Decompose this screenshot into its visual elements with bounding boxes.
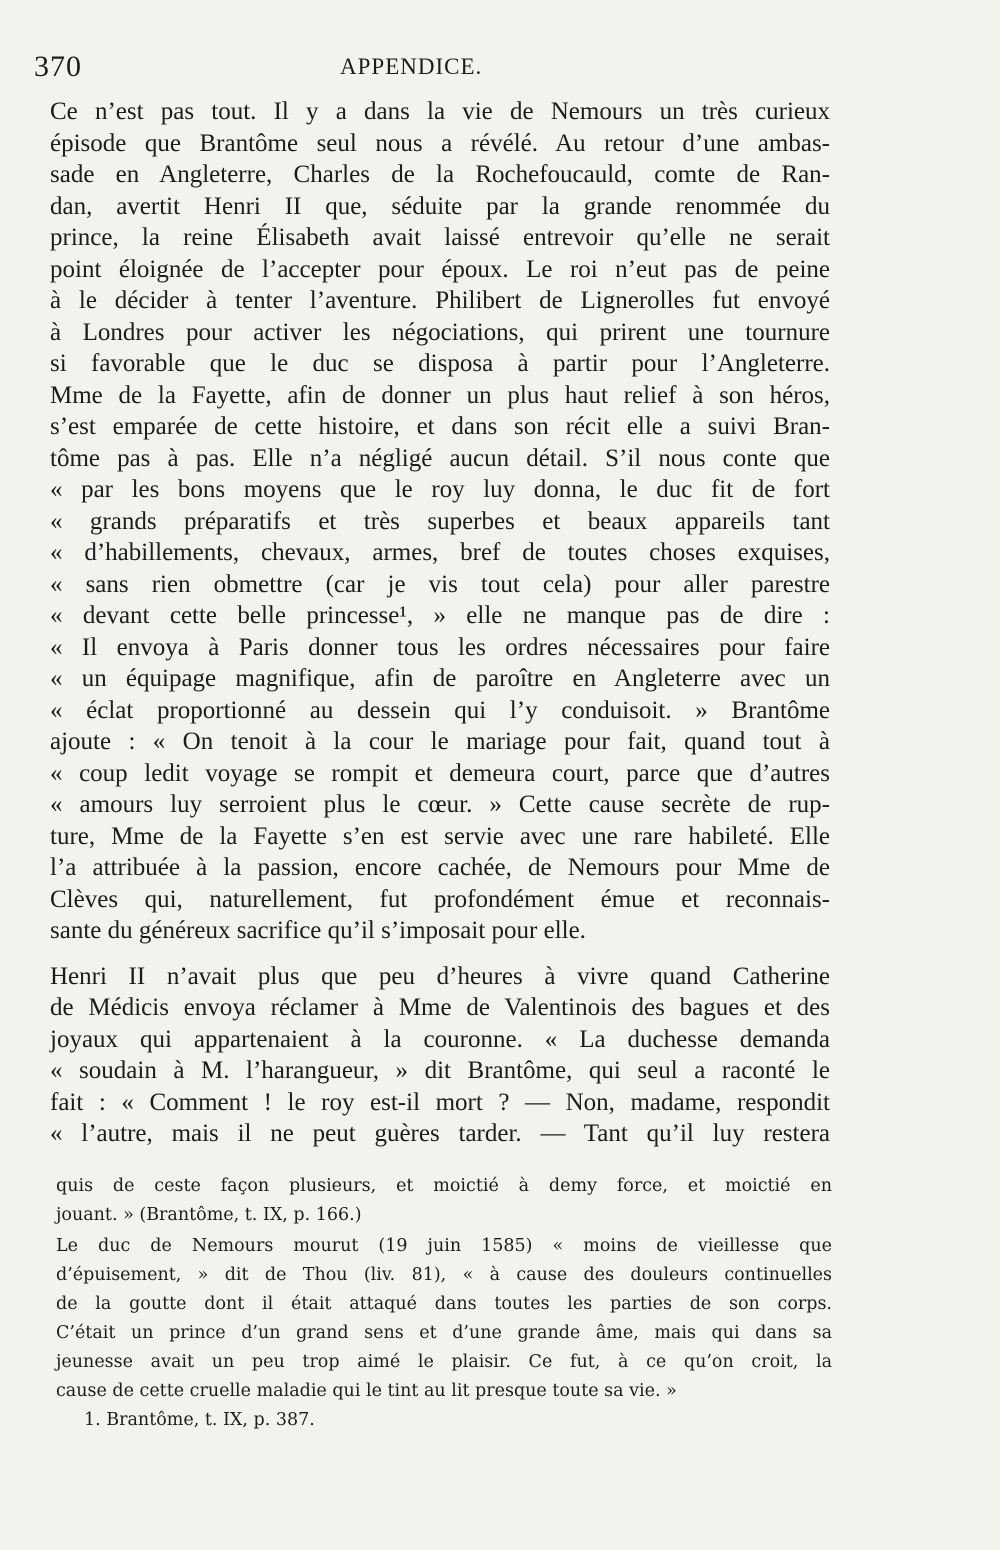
body-line: Mme de la Fayette, afin de donner un plus haut relief à son héros, bbox=[50, 381, 830, 409]
page-header bbox=[34, 50, 834, 90]
body-line: « sans rien obmettre (car je vis tout cela) pour aller parestre bbox=[50, 570, 830, 598]
body-line: si favorable que le duc se disposa à partir pour l’Angleterre. bbox=[50, 350, 830, 377]
body-line: à Londres pour activer les négociations, qui prirent une tournure bbox=[50, 318, 830, 346]
main-text bbox=[50, 96, 830, 1150]
body-line: sante du généreux sacrifice qu’il s’imposait pour elle. bbox=[50, 917, 586, 944]
body-line: l’a attribuée à la passion, encore cachée, de Nemours pour Mme de bbox=[50, 854, 830, 881]
page-number: 370 bbox=[34, 50, 82, 83]
body-line: « par les bons moyens que le roy luy donna, le duc fit de fort bbox=[50, 476, 830, 503]
body-line: « d’habillements, chevaux, armes, bref de toutes choses exquises, bbox=[50, 539, 830, 566]
body-line: fait : « Comment ! le roy est-il mort ? — Non, madame, respondit bbox=[50, 1088, 830, 1116]
notes-block bbox=[56, 1172, 832, 1406]
note-line: d’épuisement, » dit de Thou (liv. 81), « à cause des douleurs continuelles bbox=[56, 1265, 832, 1285]
note-line: Le duc de Nemours mourut (19 juin 1585) « moins de vieillesse que bbox=[56, 1236, 832, 1256]
body-line: sade en Angleterre, Charles de la Rochefoucauld, comte de Ran- bbox=[50, 161, 830, 188]
body-line: « grands préparatifs et très superbes et beaux appareils tant bbox=[50, 507, 830, 535]
body-line: à le décider à tenter l’aventure. Philibert de Lignerolles fut envoyé bbox=[50, 287, 830, 314]
body-line: s’est emparée de cette histoire, et dans son récit elle a suivi Bran- bbox=[50, 413, 830, 440]
body-line: « amours luy serroient plus le cœur. » Cette cause secrète de rup- bbox=[50, 791, 830, 818]
body-line: tôme pas à pas. Elle n’a négligé aucun détail. S’il nous conte que bbox=[50, 444, 830, 472]
body-line: joyaux qui appartenaient à la couronne. « La duchesse demanda bbox=[50, 1025, 830, 1053]
body-line: « l’autre, mais il ne peut guères tarder. — Tant qu’il luy restera bbox=[50, 1120, 830, 1147]
note-line: jouant. » (Brantôme, t. IX, p. 166.) bbox=[56, 1205, 362, 1225]
note-line: de la goutte dont il était attaqué dans toutes les parties de son corps. bbox=[56, 1294, 832, 1314]
body-line: « éclat proportionné au dessein qui l’y conduisoit. » Brantôme bbox=[50, 696, 830, 724]
body-line: épisode que Brantôme seul nous a révélé. Au retour d’une ambas- bbox=[50, 129, 830, 157]
note-line: quis de ceste façon plusieurs, et moictié à demy force, et moictié en bbox=[56, 1176, 832, 1196]
note-line: jeunesse avait un peu trop aimé le plaisir. Ce fut, à ce qu’on croit, la bbox=[56, 1352, 832, 1372]
body-line: « Il envoya à Paris donner tous les ordres nécessaires pour faire bbox=[50, 633, 830, 661]
body-line: prince, la reine Élisabeth avait laissé entrevoir qu’elle ne serait bbox=[50, 224, 830, 251]
footnote: 1. Brantôme, t. IX, p. 387. bbox=[84, 1410, 315, 1430]
body-line: Ce n’est pas tout. Il y a dans la vie de Nemours un très curieux bbox=[50, 98, 830, 125]
note-line: cause de cette cruelle maladie qui le tint au lit presque toute sa vie. » bbox=[56, 1381, 677, 1401]
body-line: « devant cette belle princesse¹, » elle ne manque pas de dire : bbox=[50, 602, 830, 629]
body-line: de Médicis envoya réclamer à Mme de Valentinois des bagues et des bbox=[50, 994, 830, 1021]
body-line: dan, avertit Henri II que, séduite par la grande renommée du bbox=[50, 192, 830, 220]
body-line: Henri II n’avait plus que peu d’heures à vivre quand Catherine bbox=[50, 962, 830, 990]
body-line: ture, Mme de la Fayette s’en est servie avec une rare habileté. Elle bbox=[50, 822, 830, 850]
body-line: point éloignée de l’accepter pour époux. Le roi n’eut pas de peine bbox=[50, 255, 830, 283]
note-line: C’était un prince d’un grand sens et d’une grande âme, mais qui dans sa bbox=[56, 1323, 832, 1343]
body-line: « coup ledit voyage se rompit et demeura court, parce que d’autres bbox=[50, 759, 830, 787]
running-head: APPENDICE. bbox=[340, 54, 483, 79]
body-line: Clèves qui, naturellement, fut profondément émue et reconnais- bbox=[50, 885, 830, 913]
body-line: ajoute : « On tenoit à la cour le mariage pour fait, quand tout à bbox=[50, 728, 830, 755]
body-line: « un équipage magnifique, afin de paroître en Angleterre avec un bbox=[50, 665, 830, 692]
body-line: « soudain à M. l’harangueur, » dit Brantôme, qui seul a raconté le bbox=[50, 1057, 830, 1084]
